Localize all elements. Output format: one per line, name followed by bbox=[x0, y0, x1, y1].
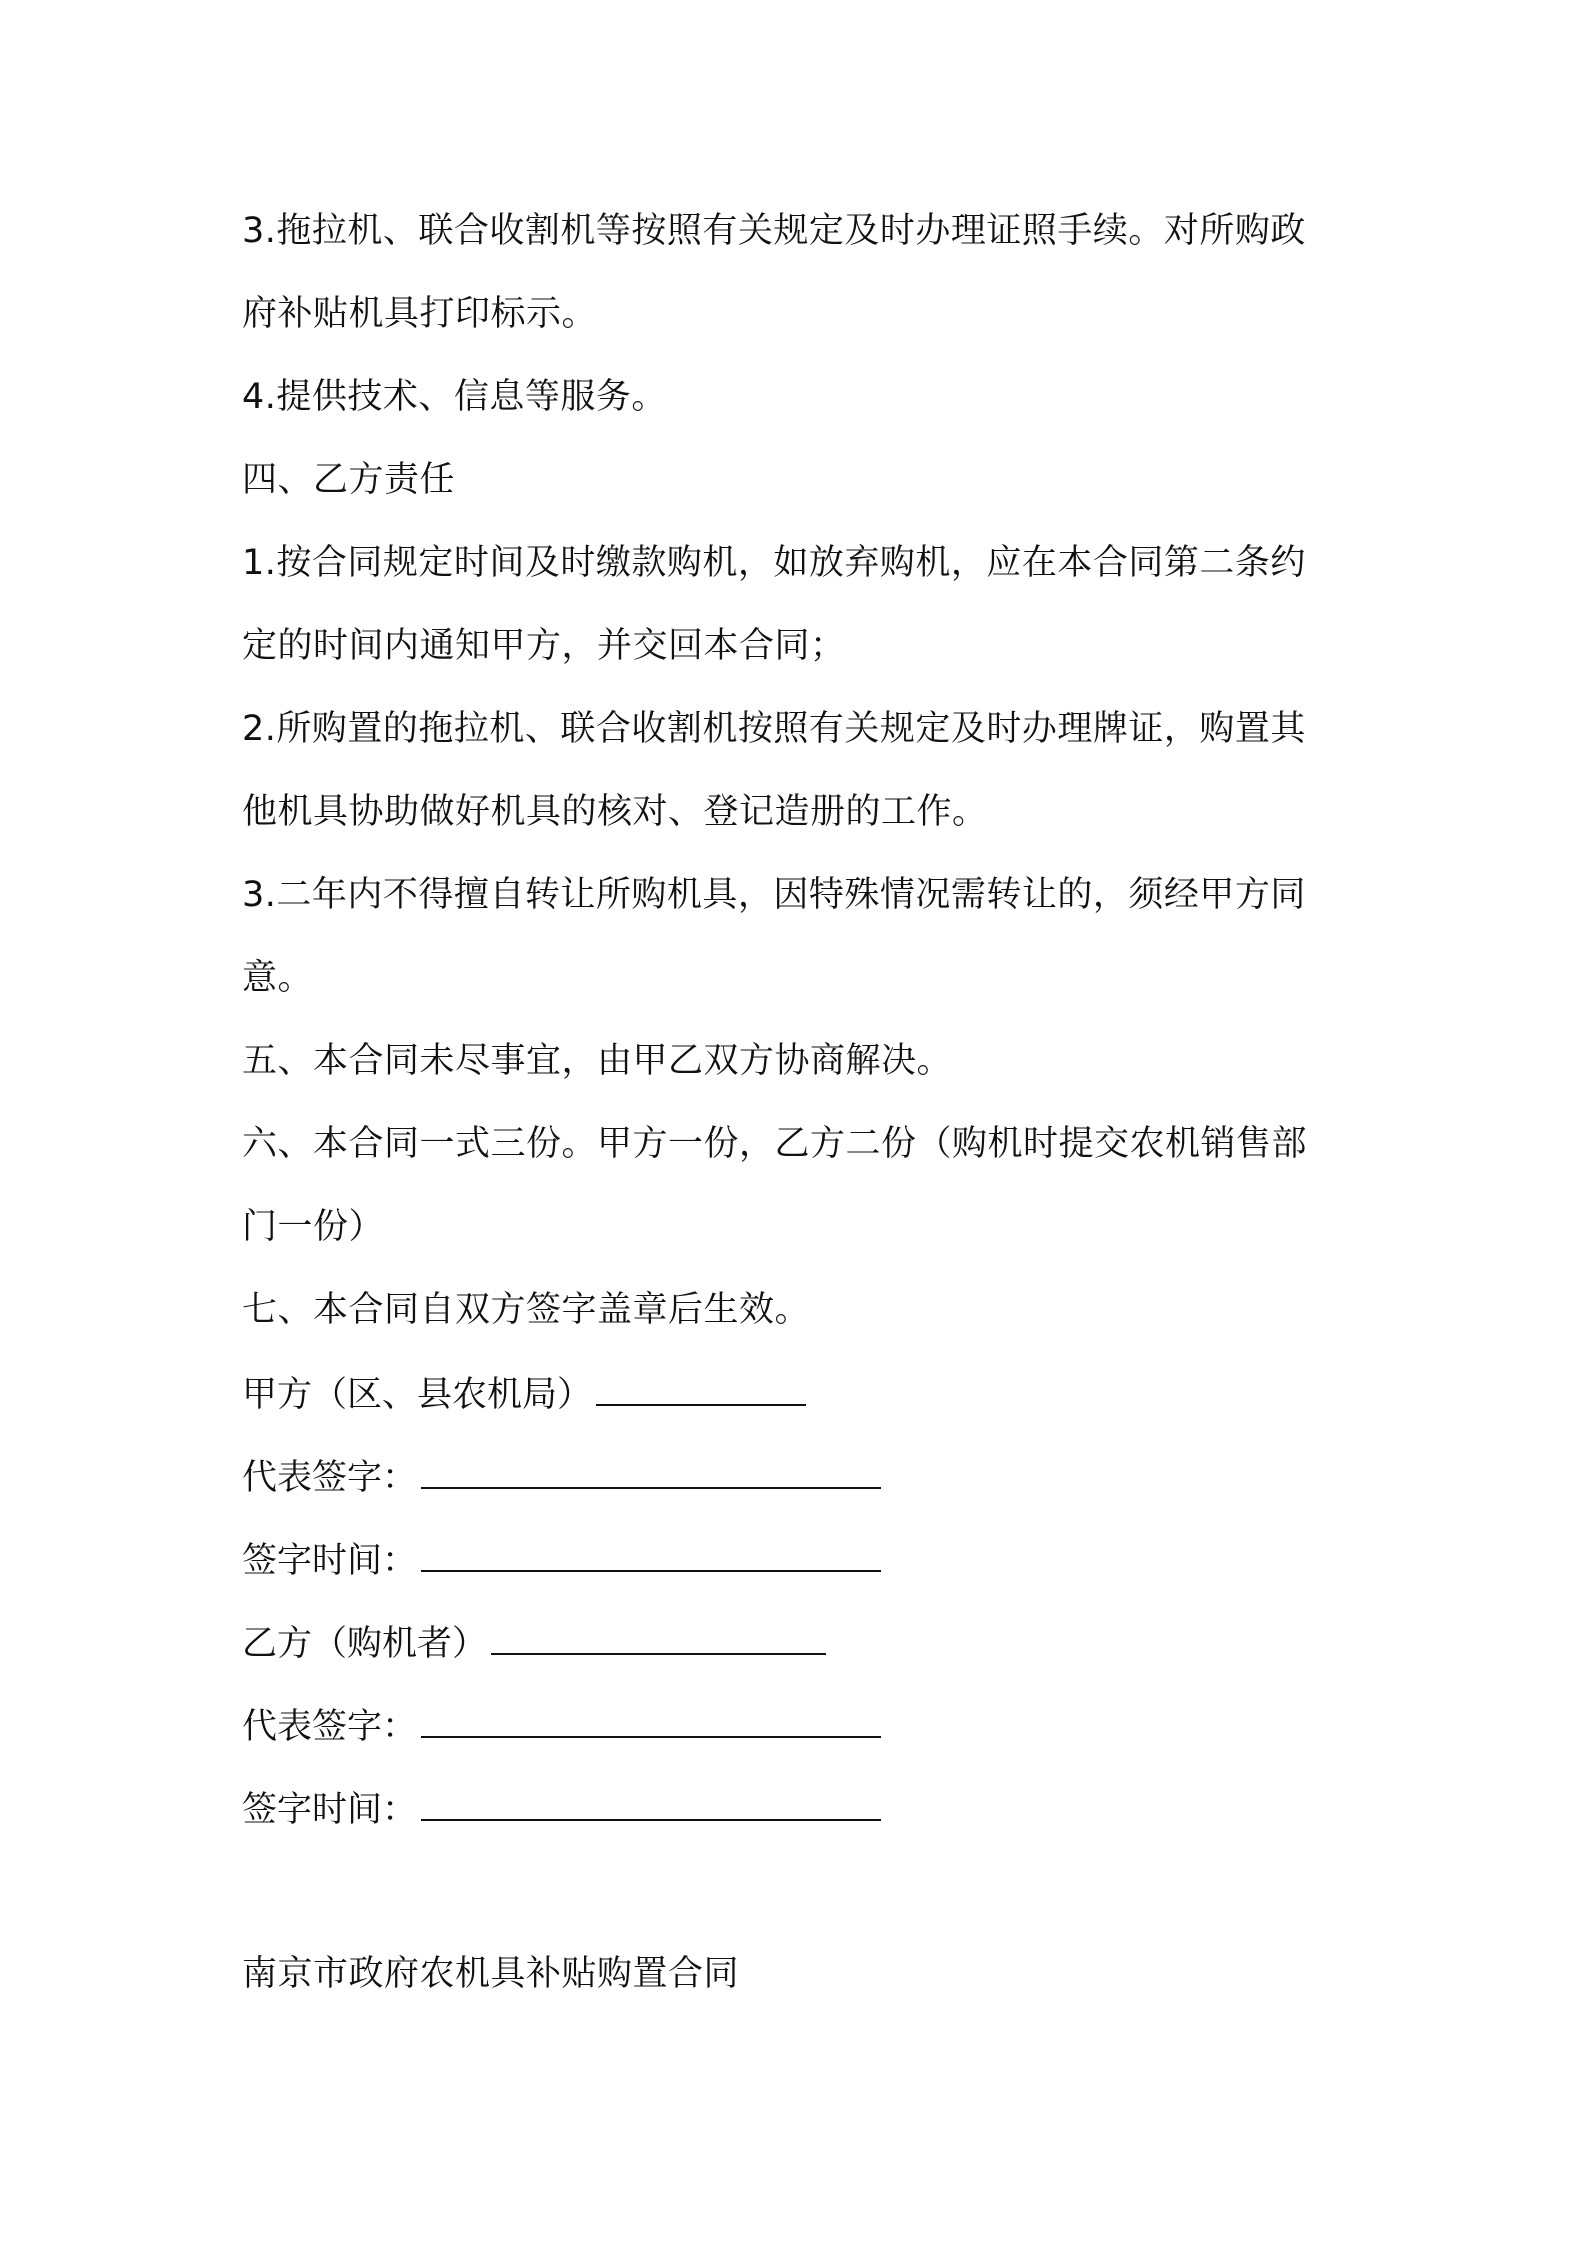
section-heading: 四、乙方责任 bbox=[242, 460, 456, 500]
signature-blank-line bbox=[421, 1702, 881, 1738]
clause-line: 意。 bbox=[242, 958, 314, 998]
clause-line: 3.拖拉机、联合收割机等按照有关规定及时办理证照手续。对所购政 bbox=[242, 211, 1306, 251]
signature-blank-line bbox=[421, 1785, 881, 1821]
signature-label: 乙方（购机者） bbox=[242, 1624, 488, 1664]
signature-blank-line bbox=[421, 1536, 881, 1572]
signature-party-b bbox=[242, 1619, 826, 1665]
clause-line: 五、本合同未尽事宜，由甲乙双方协商解决。 bbox=[242, 1041, 953, 1081]
clause-line: 1.按合同规定时间及时缴款购机，如放弃购机，应在本合同第二条约 bbox=[242, 543, 1306, 583]
signature-party-b-date bbox=[242, 1785, 881, 1831]
signature-party-a bbox=[242, 1370, 806, 1416]
next-document-title: 南京市政府农机具补贴购置合同 bbox=[242, 1954, 740, 1994]
signature-label: 代表签字： bbox=[242, 1458, 418, 1498]
signature-label: 签字时间： bbox=[242, 1790, 418, 1830]
signature-label: 签字时间： bbox=[242, 1541, 418, 1581]
signature-party-a-date bbox=[242, 1536, 881, 1582]
clause-line: 3.二年内不得擅自转让所购机具，因特殊情况需转让的，须经甲方同 bbox=[242, 875, 1306, 915]
clause-line: 2.所购置的拖拉机、联合收割机按照有关规定及时办理牌证，购置其 bbox=[242, 709, 1306, 749]
clause-line: 门一份） bbox=[242, 1207, 385, 1247]
signature-party-a-representative bbox=[242, 1453, 881, 1499]
signature-label: 代表签字： bbox=[242, 1707, 418, 1747]
signature-blank-line bbox=[491, 1619, 826, 1655]
clause-line: 七、本合同自双方签字盖章后生效。 bbox=[242, 1290, 811, 1330]
clause-line: 府补贴机具打印标示。 bbox=[242, 294, 598, 334]
signature-blank-line bbox=[596, 1370, 806, 1406]
clause-line: 他机具协助做好机具的核对、登记造册的工作。 bbox=[242, 792, 988, 832]
signature-party-b-representative bbox=[242, 1702, 881, 1748]
clause-line: 定的时间内通知甲方，并交回本合同； bbox=[242, 626, 846, 666]
signature-blank-line bbox=[421, 1453, 881, 1489]
signature-label: 甲方（区、县农机局） bbox=[242, 1375, 593, 1415]
clause-line: 六、本合同一式三份。甲方一份，乙方二份（购机时提交农机销售部 bbox=[242, 1124, 1308, 1164]
clause-line: 4.提供技术、信息等服务。 bbox=[242, 377, 667, 417]
